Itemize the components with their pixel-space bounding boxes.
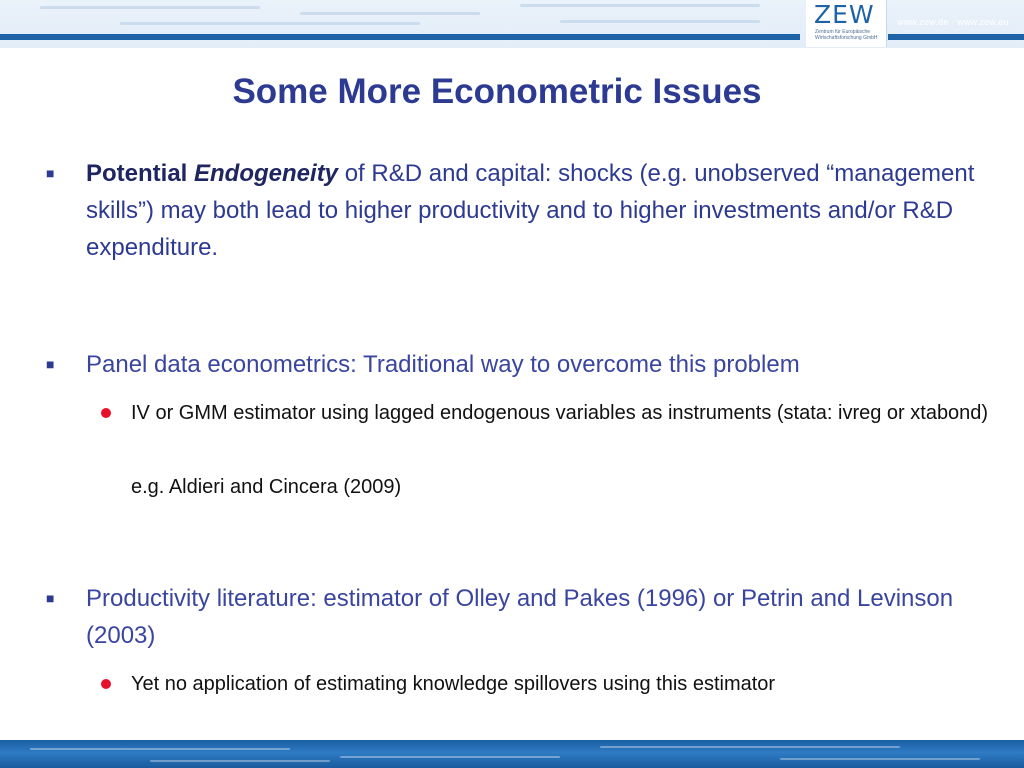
sub-bullet-note: e.g. Aldieri and Cincera (2009) bbox=[131, 476, 402, 498]
bullet-text bbox=[86, 155, 998, 266]
square-bullet-icon: ■ bbox=[46, 356, 55, 372]
zew-logo: ZEW bbox=[814, 0, 875, 29]
square-bullet-icon: ■ bbox=[46, 165, 55, 181]
logo-subtitle: Zentrum für Europäische Wirtschaftsforschung GmbH bbox=[815, 29, 878, 41]
sub-bullet-text: IV or GMM estimator using lagged endogenous variables as instruments (stata: ivreg or xtabond) bbox=[131, 402, 989, 424]
header-rule-left bbox=[0, 34, 800, 40]
bullet-bold-lead: Potential bbox=[86, 160, 195, 187]
header-rule-right bbox=[888, 34, 1024, 40]
header-url: www.zew.de · www.zew.eu bbox=[897, 17, 1009, 27]
bullet-text: Panel data econometrics: Traditional way to overcome this problem bbox=[86, 351, 800, 378]
bullet-body: of R&D and capital: shocks (e.g. unobserved “management skills”) may both lead to higher productivity and to higher investments and/or R&D expenditure. bbox=[86, 160, 975, 261]
bullet-bold-italic-term: Endogeneity bbox=[194, 160, 339, 187]
footer-band bbox=[0, 740, 1024, 768]
red-dot-bullet-icon bbox=[101, 408, 111, 418]
slide-title: Some More Econometric Issues bbox=[232, 72, 762, 111]
red-dot-bullet-icon bbox=[101, 679, 111, 689]
sub-bullet-text: Yet no application of estimating knowledge spillovers using this estimator bbox=[131, 673, 776, 695]
square-bullet-icon: ■ bbox=[46, 590, 55, 606]
bullet-text: Productivity literature: estimator of Olley and Pakes (1996) or Petrin and Levinson (2003) bbox=[86, 585, 954, 649]
